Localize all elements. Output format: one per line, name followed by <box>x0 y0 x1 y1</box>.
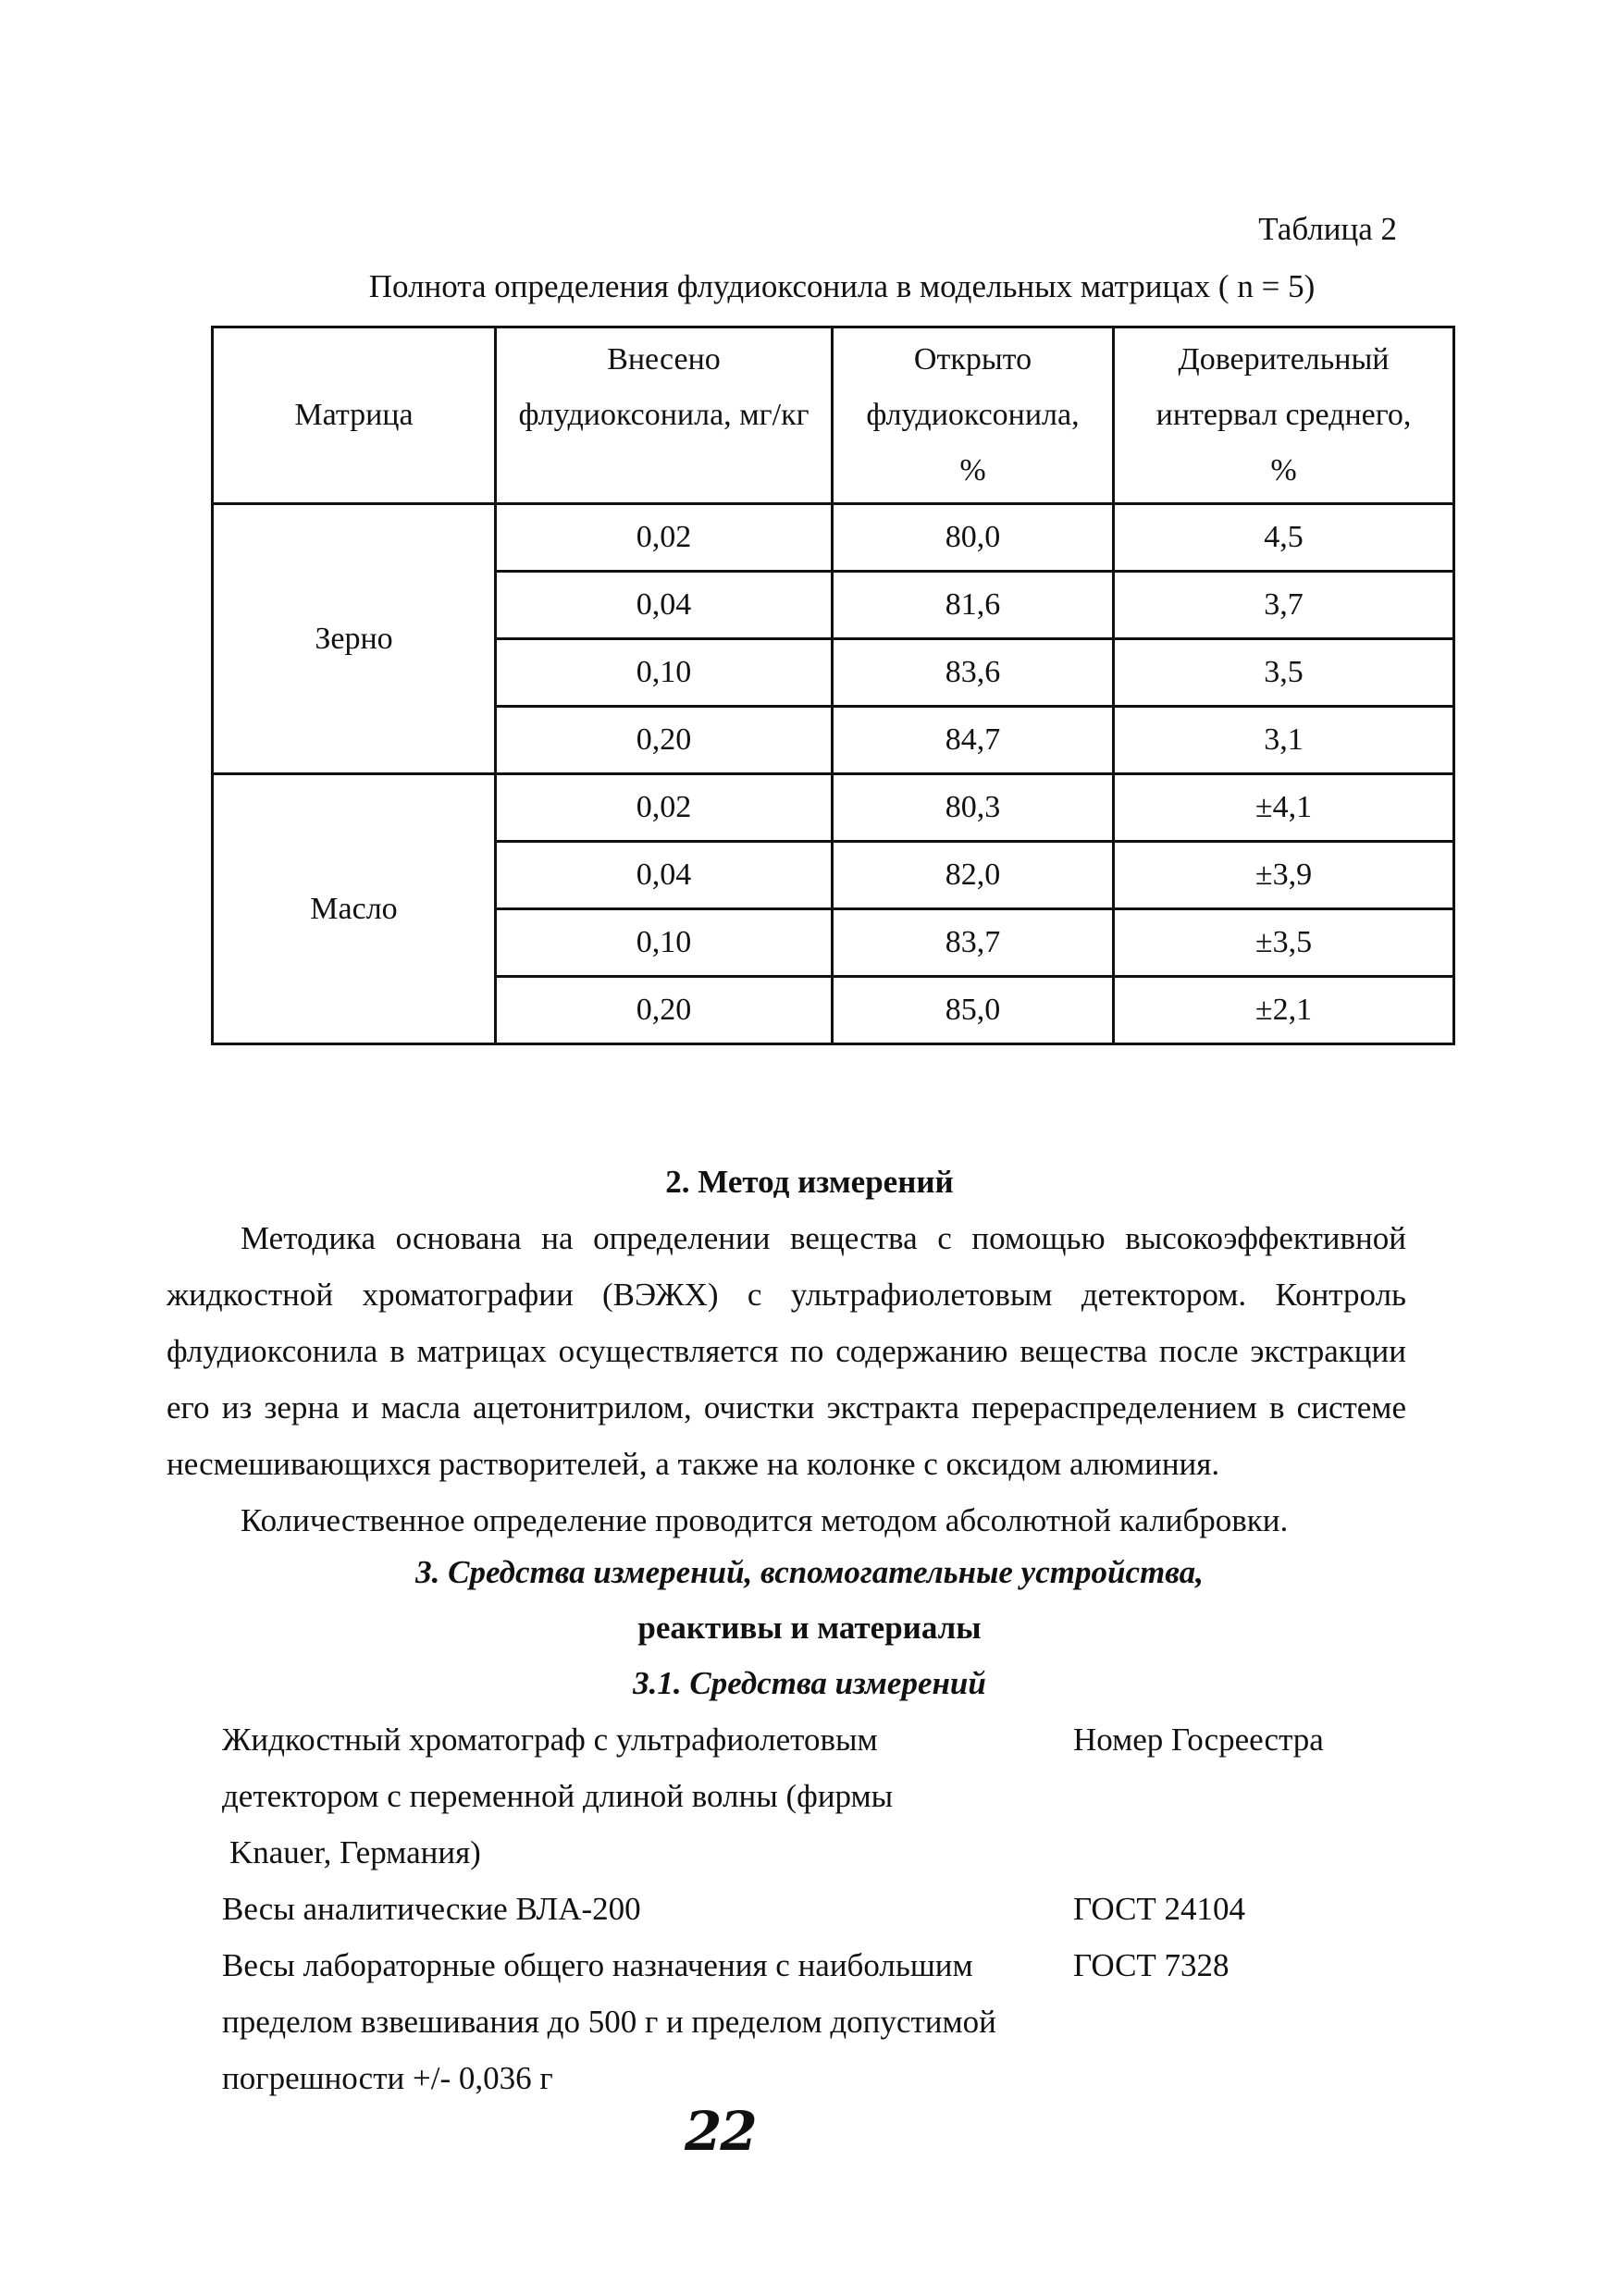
found-cell: 81,6 <box>833 572 1114 639</box>
header-found-line: % <box>959 453 986 488</box>
paragraph-line: жидкостной хроматографии (ВЭЖХ) с ультрафиолетовым детектором. Контроль <box>167 1277 1406 1313</box>
added-cell: 0,02 <box>496 504 833 572</box>
equipment-name: Жидкостный хроматограф с ультрафиолетовым <box>222 1722 878 1758</box>
equipment-name: Весы аналитические ВЛА-200 <box>222 1891 641 1927</box>
found-cell: 84,7 <box>833 707 1114 774</box>
header-added-line: флудиоксонила, мг/кг <box>518 398 810 432</box>
matrix-cell: Зерно <box>213 504 496 774</box>
recovery-table <box>211 326 1455 1045</box>
paragraph-line: Методика основана на определении вещества с помощью высокоэффективной <box>241 1220 1406 1256</box>
header-found <box>833 327 1114 504</box>
section-2-body <box>167 1210 1406 1549</box>
equipment-reference: ГОСТ 7328 <box>1073 1947 1230 1983</box>
table-header-row <box>213 327 1454 504</box>
list-item-continuation <box>222 1768 1425 1824</box>
ci-cell: ±3,5 <box>1114 909 1454 977</box>
list-item <box>222 1711 1425 1768</box>
table-label: Таблица 2 <box>1258 211 1397 247</box>
matrix-cell: Масло <box>213 774 496 1044</box>
ci-cell: ±3,9 <box>1114 842 1454 909</box>
equipment-list <box>222 1711 1425 2106</box>
section-3-heading-line2: реактивы и материалы <box>637 1610 982 1646</box>
equipment-name: погрешности +/- 0,036 г <box>222 2060 553 2096</box>
added-cell: 0,02 <box>496 774 833 842</box>
header-ci-line: % <box>1270 453 1297 488</box>
added-cell: 0,10 <box>496 639 833 707</box>
equipment-name: Весы лабораторные общего назначения с наибольшим <box>222 1947 973 1983</box>
found-cell: 82,0 <box>833 842 1114 909</box>
header-matrix: Матрица <box>213 327 496 504</box>
equipment-name: пределом взвешивания до 500 г и пределом допустимой <box>222 2004 996 2040</box>
header-found-line: флудиоксонила, <box>866 398 1080 432</box>
header-ci-line: интервал среднего, <box>1156 398 1412 432</box>
table-row <box>213 504 1454 572</box>
equipment-reference: Номер Госреестра <box>1073 1722 1324 1758</box>
ci-cell: ±4,1 <box>1114 774 1454 842</box>
found-cell: 83,7 <box>833 909 1114 977</box>
list-item <box>222 1937 1425 1994</box>
added-cell: 0,20 <box>496 707 833 774</box>
equipment-name: Knauer, Германия) <box>229 1834 481 1870</box>
paragraph-line: Количественное определение проводится методом абсолютной калибровки. <box>241 1502 1289 1538</box>
paragraph-line: флудиоксонила в матрицах осуществляется по содержанию вещества после экстракции <box>167 1333 1406 1369</box>
found-cell: 83,6 <box>833 639 1114 707</box>
ci-cell: ±2,1 <box>1114 977 1454 1044</box>
found-cell: 80,0 <box>833 504 1114 572</box>
header-ci-line: Доверительный <box>1178 342 1390 376</box>
found-cell: 80,3 <box>833 774 1114 842</box>
added-cell: 0,04 <box>496 572 833 639</box>
ci-cell: 3,7 <box>1114 572 1454 639</box>
page-number: 22 <box>685 2100 756 2163</box>
section-3-heading: 3. Средства измерений, вспомогательные устройства, <box>415 1554 1204 1590</box>
found-cell: 85,0 <box>833 977 1114 1044</box>
subsection-3-1-heading: 3.1. Средства измерений <box>633 1665 986 1701</box>
paragraph-line: несмешивающихся растворителей, а также на колонке с оксидом алюминия. <box>167 1446 1220 1482</box>
table-caption: Полнота определения флудиоксонила в модельных матрицах ( n = 5) <box>368 268 1316 304</box>
ci-cell: 3,1 <box>1114 707 1454 774</box>
equipment-name: детектором с переменной длиной волны (фирмы <box>222 1778 894 1814</box>
ci-cell: 4,5 <box>1114 504 1454 572</box>
ci-cell: 3,5 <box>1114 639 1454 707</box>
list-item <box>222 1881 1425 1937</box>
list-item-continuation <box>222 1824 1425 1881</box>
equipment-reference: ГОСТ 24104 <box>1073 1891 1246 1927</box>
header-added <box>496 327 833 504</box>
added-cell: 0,04 <box>496 842 833 909</box>
list-item-continuation <box>222 2050 1425 2106</box>
header-confidence-interval <box>1114 327 1454 504</box>
list-item-continuation <box>222 1994 1425 2050</box>
added-cell: 0,20 <box>496 977 833 1044</box>
added-cell: 0,10 <box>496 909 833 977</box>
header-found-line: Открыто <box>913 342 1032 376</box>
section-2-heading: 2. Метод измерений <box>665 1164 954 1200</box>
header-added-line: Внесено <box>607 342 721 376</box>
paragraph-line: его из зерна и масла ацетонитрилом, очистки экстракта перераспределением в системе <box>167 1389 1406 1426</box>
table-row <box>213 774 1454 842</box>
